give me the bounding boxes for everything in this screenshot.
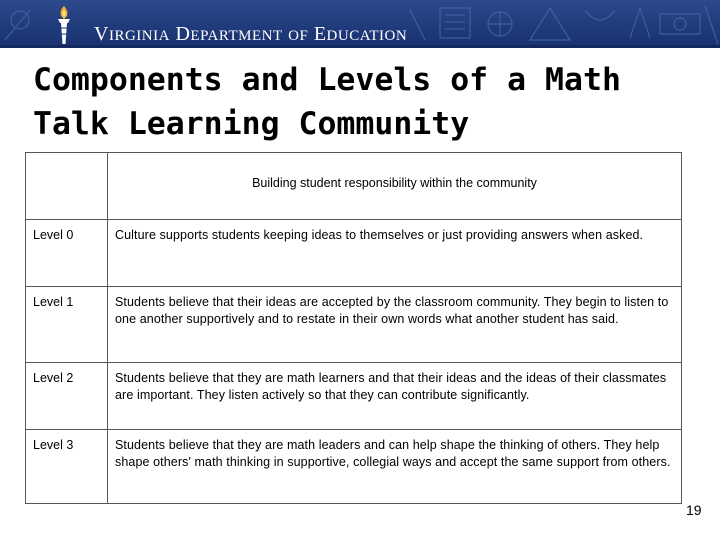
table-row — [26, 363, 682, 430]
page-number: 19 — [686, 502, 702, 518]
level-label: Level 1 — [26, 287, 108, 363]
header-banner — [0, 0, 720, 48]
torch-icon — [52, 4, 76, 46]
level-description: Culture supports students keeping ideas to themselves or just providing answers when asked. — [108, 220, 682, 287]
levels-table — [25, 152, 682, 504]
level-label: Level 0 — [26, 220, 108, 287]
level-description: Students believe that they are math learners and that their ideas and the ideas of their classmates are important. They listen actively so that they can contribute significantly. — [108, 363, 682, 430]
table-header-row — [26, 153, 682, 220]
table-row — [26, 220, 682, 287]
level-label: Level 2 — [26, 363, 108, 430]
table-row — [26, 287, 682, 363]
table-row — [26, 430, 682, 504]
agency-name: VIRGINIA DEPARTMENT OF EDUCATION — [94, 23, 408, 45]
banner-divider — [0, 45, 720, 48]
level-description: Students believe that they are math leaders and can help shape the thinking of others. They help shape others' math thinking in supportive, collegial ways and accept the same support from others. — [108, 430, 682, 504]
slide-title: Components and Levels of a Math Talk Learning Community — [33, 62, 621, 142]
level-description: Students believe that their ideas are accepted by the classroom community. They begin to listen to one another supportively and to restate in their own words what another student has said. — [108, 287, 682, 363]
level-label: Level 3 — [26, 430, 108, 504]
header-empty-cell — [26, 153, 108, 220]
table-header-cell: Building student responsibility within the community — [108, 153, 682, 220]
